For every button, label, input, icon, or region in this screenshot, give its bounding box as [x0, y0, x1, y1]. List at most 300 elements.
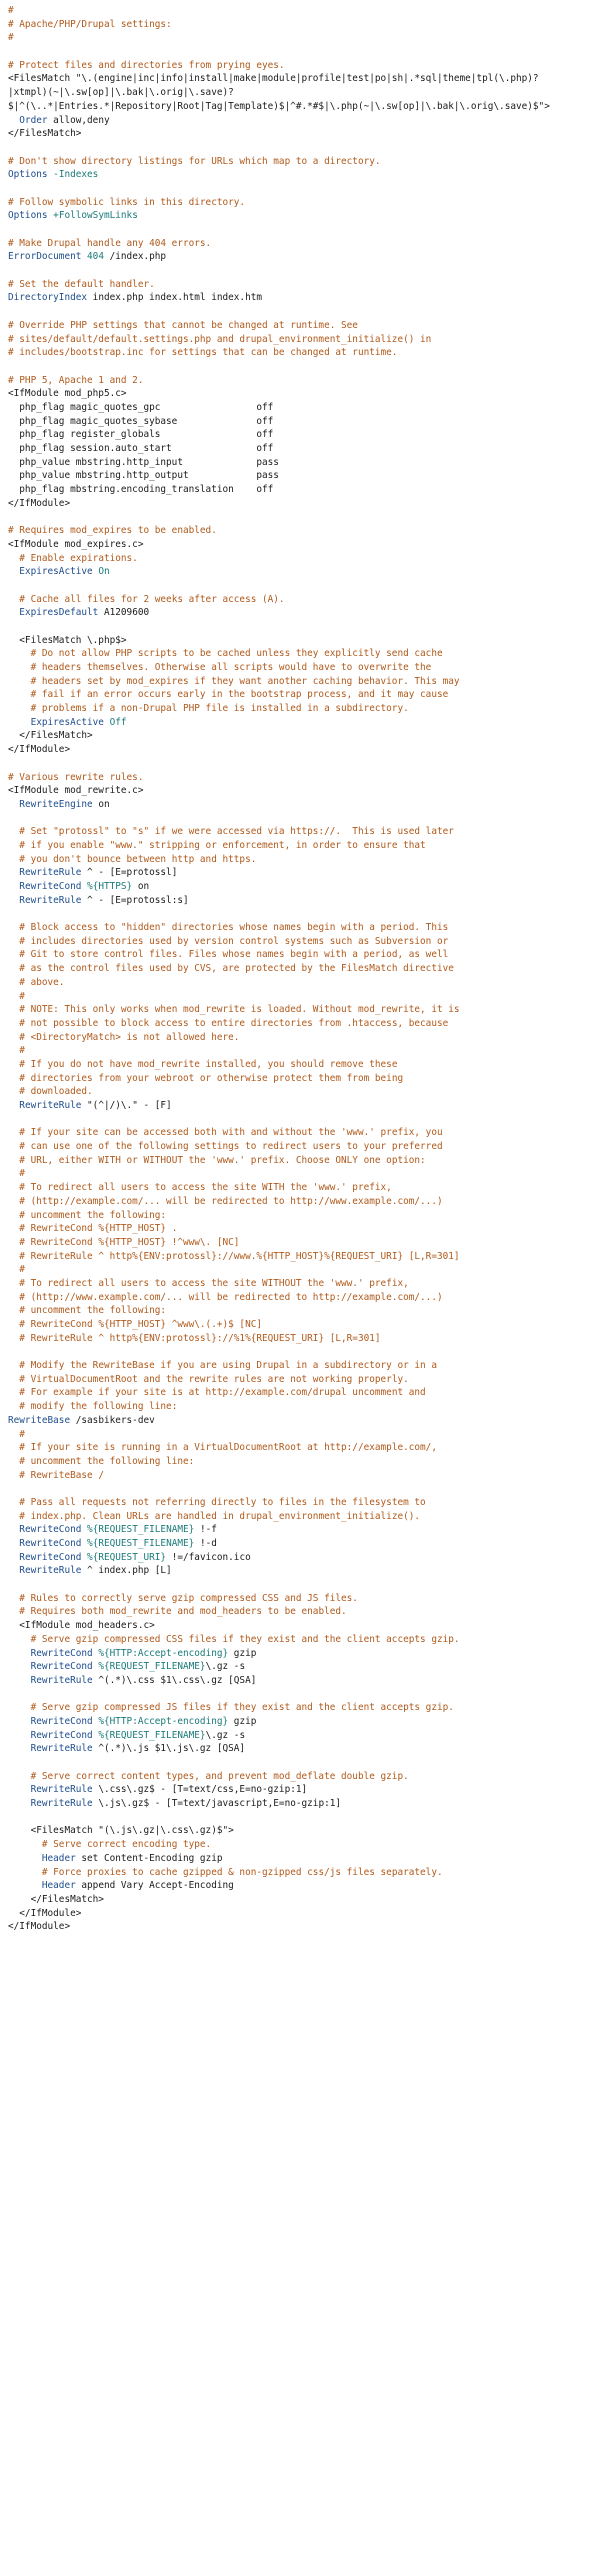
code-line [8, 100, 600, 114]
code-text: php_flag magic_quotes_sybase off [8, 415, 274, 427]
code-line [8, 1742, 600, 1756]
code-line [8, 1893, 600, 1907]
code-line [8, 18, 600, 32]
code-line [8, 182, 600, 196]
code-text: </IfModule> [8, 744, 71, 756]
code-text [8, 703, 31, 714]
code-line [8, 1701, 600, 1715]
code-text [8, 1278, 19, 1289]
directive-keyword: RewriteRule [30, 1743, 93, 1755]
comment-text: # Various rewrite rules. [8, 771, 144, 783]
code-line [8, 1770, 600, 1784]
code-text: ^(.*)\.js $1\.js\.gz [QSA] [92, 1743, 246, 1755]
code-line [8, 798, 600, 812]
code-text [8, 1511, 19, 1522]
code-text [8, 1538, 19, 1549]
code-line [8, 1099, 600, 1113]
code-text: !-f [194, 1524, 217, 1536]
code-text [8, 1470, 19, 1481]
directive-keyword: DirectoryIndex [8, 292, 88, 304]
code-line [8, 250, 600, 264]
code-line [8, 1592, 600, 1606]
code-line [8, 1496, 600, 1510]
code-line [8, 237, 600, 251]
directive-value: %{REQUEST_FILENAME} [98, 1729, 206, 1741]
comment-text: # If you do not have mod_rewrite installed, you should remove these [19, 1058, 398, 1070]
code-line [8, 1345, 600, 1359]
code-line [8, 976, 600, 990]
code-text: php_flag mbstring.encoding_translation off [8, 484, 274, 496]
code-line [8, 127, 600, 141]
comment-text: # To redirect all users to access the site WITH the 'www.' prefix, [19, 1182, 392, 1194]
code-line [8, 1428, 600, 1442]
code-text [8, 1004, 19, 1015]
code-text [8, 1127, 19, 1138]
code-text: </IfModule> [8, 1921, 71, 1933]
directive-keyword: RewriteCond [30, 1715, 93, 1727]
comment-text: # [19, 1264, 25, 1276]
code-line [8, 1441, 600, 1455]
code-line [8, 1250, 600, 1264]
code-line [8, 579, 600, 593]
directive-value: -Indexes [53, 169, 99, 181]
code-text [8, 895, 19, 906]
code-text: </FilesMatch> [8, 730, 93, 742]
code-line [8, 1222, 600, 1236]
code-text: php_flag register_globals off [8, 429, 274, 441]
code-line [8, 825, 600, 839]
code-line [8, 415, 600, 429]
directive-value: 404 [87, 251, 104, 263]
comment-text: # RewriteCond %{HTTP_HOST} ^www\.(.+)$ [NC] [19, 1319, 262, 1330]
comment-text: # Make Drupal handle any 404 errors. [8, 237, 212, 249]
directive-keyword: RewriteRule [19, 894, 82, 906]
code-text: ^(.*)\.css $1\.css\.gz [QSA] [92, 1674, 257, 1686]
code-text [8, 1675, 31, 1686]
code-line [8, 1085, 600, 1099]
comment-text: # Block access to "hidden" directories whose names begin with a period. This [19, 922, 449, 934]
code-text [8, 854, 19, 865]
code-text [8, 594, 19, 605]
code-line [8, 428, 600, 442]
comment-text: # Don't show directory listings for URLs which map to a directory. [8, 155, 381, 167]
code-line [8, 1824, 600, 1838]
comment-text: # fail if an error occurs early in the bootstrap process, and it may cause [30, 689, 449, 701]
code-line [8, 853, 600, 867]
directive-value: %{REQUEST_FILENAME} [87, 1538, 195, 1549]
code-text: /sasbikers-dev [70, 1414, 155, 1426]
code-line [8, 155, 600, 169]
code-line [8, 1263, 600, 1277]
code-line [8, 1318, 600, 1332]
code-line [8, 1756, 600, 1770]
code-text: </IfModule> [8, 1907, 82, 1919]
code-text [8, 1141, 19, 1152]
comment-text: # [19, 1428, 25, 1440]
code-line [8, 319, 600, 333]
code-text [8, 1319, 19, 1330]
directive-value: %{HTTP:Accept-encoding} [98, 1715, 229, 1727]
code-text [8, 1880, 42, 1891]
code-text [8, 1045, 19, 1056]
code-text: </IfModule> [8, 497, 71, 509]
comment-text: # [8, 32, 14, 44]
code-text [8, 867, 19, 878]
code-line [8, 1003, 600, 1017]
directive-keyword: RewriteRule [30, 1798, 93, 1810]
comment-text: # If your site can be accessed both with and without the 'www.' prefix, you [19, 1127, 443, 1139]
code-line [8, 1469, 600, 1483]
code-line [8, 935, 600, 949]
code-text [8, 553, 19, 564]
comment-text: # headers set by mod_expires if they want another caching behavior. This may [30, 675, 460, 687]
code-text: </FilesMatch> [8, 1893, 104, 1905]
code-line [8, 1578, 600, 1592]
code-text [8, 1374, 19, 1385]
directive-keyword: RewriteCond [30, 1661, 93, 1673]
comment-text: # as the control files used by CVS, are protected by the FilesMatch directive [19, 963, 454, 975]
comment-text: # Do not allow PHP scripts to be cached unless they explicitly send cache [30, 648, 443, 660]
code-line [8, 729, 600, 743]
code-line [8, 907, 600, 921]
comment-text: # [19, 1168, 25, 1180]
comment-text: # sites/default/default.settings.php and drupal_environment_initialize() in [8, 333, 432, 345]
code-text: append Vary Accept-Encoding [75, 1880, 234, 1892]
code-text: |xtmpl)(~|\.sw[op]|\.bak|\.orig|\.save)? [8, 87, 234, 99]
code-line [8, 387, 600, 401]
code-text [8, 949, 19, 960]
code-text [8, 676, 31, 687]
code-text: /index.php [103, 251, 167, 263]
comment-text: # includes directories used by version control systems such as Subversion or [19, 935, 449, 947]
code-line [8, 880, 600, 894]
comment-text: # Serve gzip compressed JS files if they exist and the client accepts gzip. [30, 1702, 454, 1714]
code-text [8, 1237, 19, 1248]
code-line [8, 1332, 600, 1346]
code-text: <IfModule mod_headers.c> [8, 1620, 155, 1632]
code-text: php_value mbstring.http_input pass [8, 456, 279, 468]
code-line [8, 1304, 600, 1318]
comment-text: # Serve correct content types, and prevent mod_deflate double gzip. [30, 1770, 409, 1782]
code-line [8, 1564, 600, 1578]
code-line [8, 839, 600, 853]
code-line [8, 1866, 600, 1880]
code-text: set Content-Encoding gzip [75, 1852, 223, 1864]
code-line [8, 209, 600, 223]
comment-text: # includes/bootstrap.inc for settings that can be changed at runtime. [8, 347, 398, 359]
code-line [8, 1852, 600, 1866]
code-line [8, 196, 600, 210]
code-line [8, 1359, 600, 1373]
directive-keyword: RewriteRule [19, 1100, 82, 1111]
code-text [8, 1333, 19, 1344]
directive-keyword: RewriteRule [19, 867, 82, 879]
directive-value: On [98, 566, 110, 578]
code-line [8, 72, 600, 86]
code-text [8, 799, 19, 810]
code-text: on [92, 798, 110, 810]
directive-keyword: ErrorDocument [8, 251, 82, 263]
code-line [8, 1838, 600, 1852]
code-text [8, 936, 19, 947]
code-line [8, 1715, 600, 1729]
code-text [8, 1429, 19, 1440]
code-text [8, 1100, 19, 1111]
code-line [8, 757, 600, 771]
code-line [8, 1277, 600, 1291]
comment-text: # not possible to block access to entire directories from .htaccess, because [19, 1017, 449, 1029]
directive-keyword: RewriteCond [19, 1524, 82, 1536]
code-text: </FilesMatch> [8, 128, 82, 140]
code-text: "(^|/)\." - [F] [81, 1100, 172, 1111]
directive-value: Off [109, 716, 127, 728]
code-text: !=/favicon.ico [166, 1551, 251, 1563]
comment-text: # Force proxies to cache gzipped & non-gzipped css/js files separately. [41, 1866, 443, 1878]
code-text [8, 1401, 19, 1412]
code-line [8, 552, 600, 566]
code-text [8, 1360, 19, 1371]
code-line [8, 223, 600, 237]
code-text [8, 963, 19, 974]
code-line [8, 1551, 600, 1565]
code-text [8, 1182, 19, 1193]
directive-value: %{HTTPS} [87, 881, 133, 892]
directive-value: %{HTTP:Accept-encoding} [98, 1647, 229, 1659]
code-text [8, 1155, 19, 1166]
directive-value: %{REQUEST_URI} [87, 1551, 167, 1563]
comment-text: # Serve correct encoding type. [41, 1839, 212, 1851]
code-line [8, 469, 600, 483]
comment-text: # URL, either WITH or WITHOUT the 'www.' prefix. Choose ONLY one option: [19, 1154, 426, 1166]
comment-text: # [8, 5, 14, 16]
code-text: gzip [228, 1647, 257, 1659]
code-line [8, 1660, 600, 1674]
comment-text: # Git to store control files. Files whose names begin with a period, as well [19, 949, 449, 961]
directive-keyword: RewriteEngine [19, 798, 93, 810]
code-line [8, 1482, 600, 1496]
comment-text: # problems if a non-Drupal PHP file is installed in a subdirectory. [30, 703, 409, 715]
code-text [8, 1223, 19, 1234]
comment-text: # can use one of the following settings to redirect users to your preferred [19, 1141, 443, 1153]
code-line [8, 346, 600, 360]
code-text [8, 977, 19, 988]
code-text [8, 840, 19, 851]
code-text [8, 826, 19, 837]
comment-text: # uncomment the following line: [19, 1455, 195, 1467]
code-text [8, 1387, 19, 1398]
code-text [8, 1305, 19, 1316]
code-line [8, 1414, 600, 1428]
code-line [8, 305, 600, 319]
code-text: gzip [228, 1715, 257, 1727]
code-line [8, 1044, 600, 1058]
code-line [8, 374, 600, 388]
code-text [8, 662, 31, 673]
code-line [8, 1291, 600, 1305]
code-text: ^ index.php [L] [81, 1565, 172, 1577]
comment-text: # RewriteRule ^ http%{ENV:protossl}://www.%{HTTP_HOST}%{REQUEST_URI} [L,R=301] [19, 1250, 460, 1262]
code-text [8, 1264, 19, 1275]
code-line [8, 1619, 600, 1633]
code-line [8, 59, 600, 73]
code-line [8, 990, 600, 1004]
code-text [8, 922, 19, 933]
code-line [8, 1017, 600, 1031]
code-line [8, 168, 600, 182]
comment-text: # you don't bounce between http and https. [19, 853, 257, 865]
code-text [8, 1648, 31, 1659]
code-line [8, 278, 600, 292]
code-line [8, 1688, 600, 1702]
comment-text: # For example if your site is at http://example.com/drupal uncomment and [19, 1387, 426, 1399]
comment-text: # [19, 1045, 25, 1057]
code-text: php_flag magic_quotes_gpc off [8, 401, 274, 413]
code-text: \.css\.gz$ - [T=text/css,E=no-gzip:1] [92, 1784, 308, 1796]
directive-keyword: Header [41, 1852, 76, 1864]
code-text: $|^(\..*|Entries.*|Repository|Root|Tag|Template)$|^#.*#$|\.php(~|\.sw[op]|\.bak|\.orig\.save)$"> [8, 100, 550, 112]
code-text [8, 1059, 19, 1070]
code-line [8, 921, 600, 935]
code-line [8, 702, 600, 716]
code-text: \.gz -s [205, 1729, 246, 1741]
comment-text: # Set the default handler. [8, 278, 155, 290]
directive-keyword: RewriteRule [30, 1674, 93, 1686]
comment-text: # uncomment the following: [19, 1209, 167, 1221]
code-text: ^ - [E=protossl:s] [81, 894, 189, 906]
code-text [8, 1839, 42, 1850]
comment-text: # headers themselves. Otherwise all scripts would have to overwrite the [30, 662, 432, 673]
code-line [8, 1400, 600, 1414]
directive-keyword: ExpiresActive [19, 566, 93, 578]
code-line [8, 1031, 600, 1045]
comment-text: # <DirectoryMatch> is not allowed here. [19, 1031, 240, 1043]
code-line [8, 1195, 600, 1209]
directive-keyword: Header [41, 1880, 76, 1892]
comment-text: # Cache all files for 2 weeks after access (A). [19, 593, 285, 605]
code-text: !-d [194, 1538, 217, 1549]
comment-text: # RewriteRule ^ http%{ENV:protossl}://%1%{REQUEST_URI} [L,R=301] [19, 1332, 381, 1344]
code-text [8, 1565, 19, 1576]
code-line [8, 524, 600, 538]
code-line [8, 1729, 600, 1743]
directive-keyword: RewriteCond [19, 881, 82, 892]
code-line [8, 45, 600, 59]
code-line [8, 1647, 600, 1661]
code-line [8, 688, 600, 702]
code-line [8, 866, 600, 880]
directive-keyword: RewriteRule [19, 1565, 82, 1577]
comment-text: # Requires both mod_rewrite and mod_headers to be enabled. [19, 1606, 347, 1618]
directive-value: %{REQUEST_FILENAME} [87, 1524, 195, 1536]
comment-text: # Protect files and directories from prying eyes. [8, 59, 285, 71]
comment-text: # (http://www.example.com/... will be redirected to http://example.com/...) [19, 1291, 443, 1303]
code-line [8, 141, 600, 155]
code-text [8, 1497, 19, 1508]
code-line [8, 1072, 600, 1086]
directive-keyword: Options [8, 169, 48, 181]
comment-text: # Rules to correctly serve gzip compressed CSS and JS files. [19, 1592, 358, 1604]
code-line [8, 620, 600, 634]
code-line [8, 86, 600, 100]
code-line [8, 1058, 600, 1072]
comment-text: # modify the following line: [19, 1401, 178, 1413]
code-text [8, 1032, 19, 1043]
code-text: <IfModule mod_php5.c> [8, 388, 127, 400]
comment-text: # [19, 990, 25, 1002]
directive-value: +FollowSymLinks [53, 210, 138, 222]
code-line [8, 497, 600, 511]
code-line [8, 1181, 600, 1195]
code-text [8, 1634, 31, 1645]
code-line [8, 31, 600, 45]
code-text [8, 1073, 19, 1084]
code-text [8, 607, 19, 618]
code-line [8, 894, 600, 908]
comment-text: # Enable expirations. [19, 552, 138, 564]
code-line [8, 442, 600, 456]
code-line [8, 565, 600, 579]
code-line [8, 1523, 600, 1537]
code-line [8, 812, 600, 826]
code-text [8, 1867, 42, 1878]
code-line [8, 291, 600, 305]
code-line [8, 114, 600, 128]
code-text [8, 648, 31, 659]
code-text [8, 1168, 19, 1179]
code-line [8, 1907, 600, 1921]
code-line [8, 716, 600, 730]
comment-text: # Follow symbolic links in this directory. [8, 196, 246, 208]
code-text [8, 1702, 31, 1713]
code-line [8, 948, 600, 962]
comment-text: # If your site is running in a VirtualDocumentRoot at http://example.com/, [19, 1442, 437, 1454]
code-line [8, 1386, 600, 1400]
code-text: \.gz -s [205, 1661, 246, 1673]
code-text [8, 566, 19, 577]
code-text [8, 1442, 19, 1453]
directive-keyword: RewriteCond [19, 1551, 82, 1563]
comment-text: # RewriteCond %{HTTP_HOST} . [19, 1223, 178, 1235]
code-text [8, 1593, 19, 1604]
code-line [8, 360, 600, 374]
code-text: A1209600 [98, 607, 150, 619]
comment-text: # uncomment the following: [19, 1305, 167, 1317]
comment-text: # (http://example.com/... will be redirected to http://www.example.com/...) [19, 1195, 443, 1207]
code-text [8, 1716, 31, 1727]
code-line [8, 4, 600, 18]
code-text [8, 1552, 19, 1563]
code-text: ^ - [E=protossl] [81, 867, 178, 879]
code-text [8, 1086, 19, 1097]
code-text [8, 1456, 19, 1467]
code-text [8, 717, 31, 728]
code-text [8, 1771, 31, 1782]
comment-text: # Pass all requests not referring directly to files in the filesystem to [19, 1496, 426, 1508]
directive-value: %{REQUEST_FILENAME} [98, 1661, 206, 1673]
code-line [8, 1154, 600, 1168]
code-line [8, 1674, 600, 1688]
comment-text: # Set "protossl" to "s" if we were accessed via https://. This is used later [19, 826, 454, 838]
code-line [8, 510, 600, 524]
code-text: on [132, 881, 150, 892]
comment-text: # RewriteCond %{HTTP_HOST} !^www\. [NC] [19, 1236, 240, 1248]
code-text [8, 1210, 19, 1221]
code-text: php_flag session.auto_start off [8, 443, 274, 454]
code-line [8, 1537, 600, 1551]
code-text [8, 1661, 31, 1672]
directive-keyword: Options [8, 210, 48, 222]
code-text: allow,deny [47, 114, 110, 126]
